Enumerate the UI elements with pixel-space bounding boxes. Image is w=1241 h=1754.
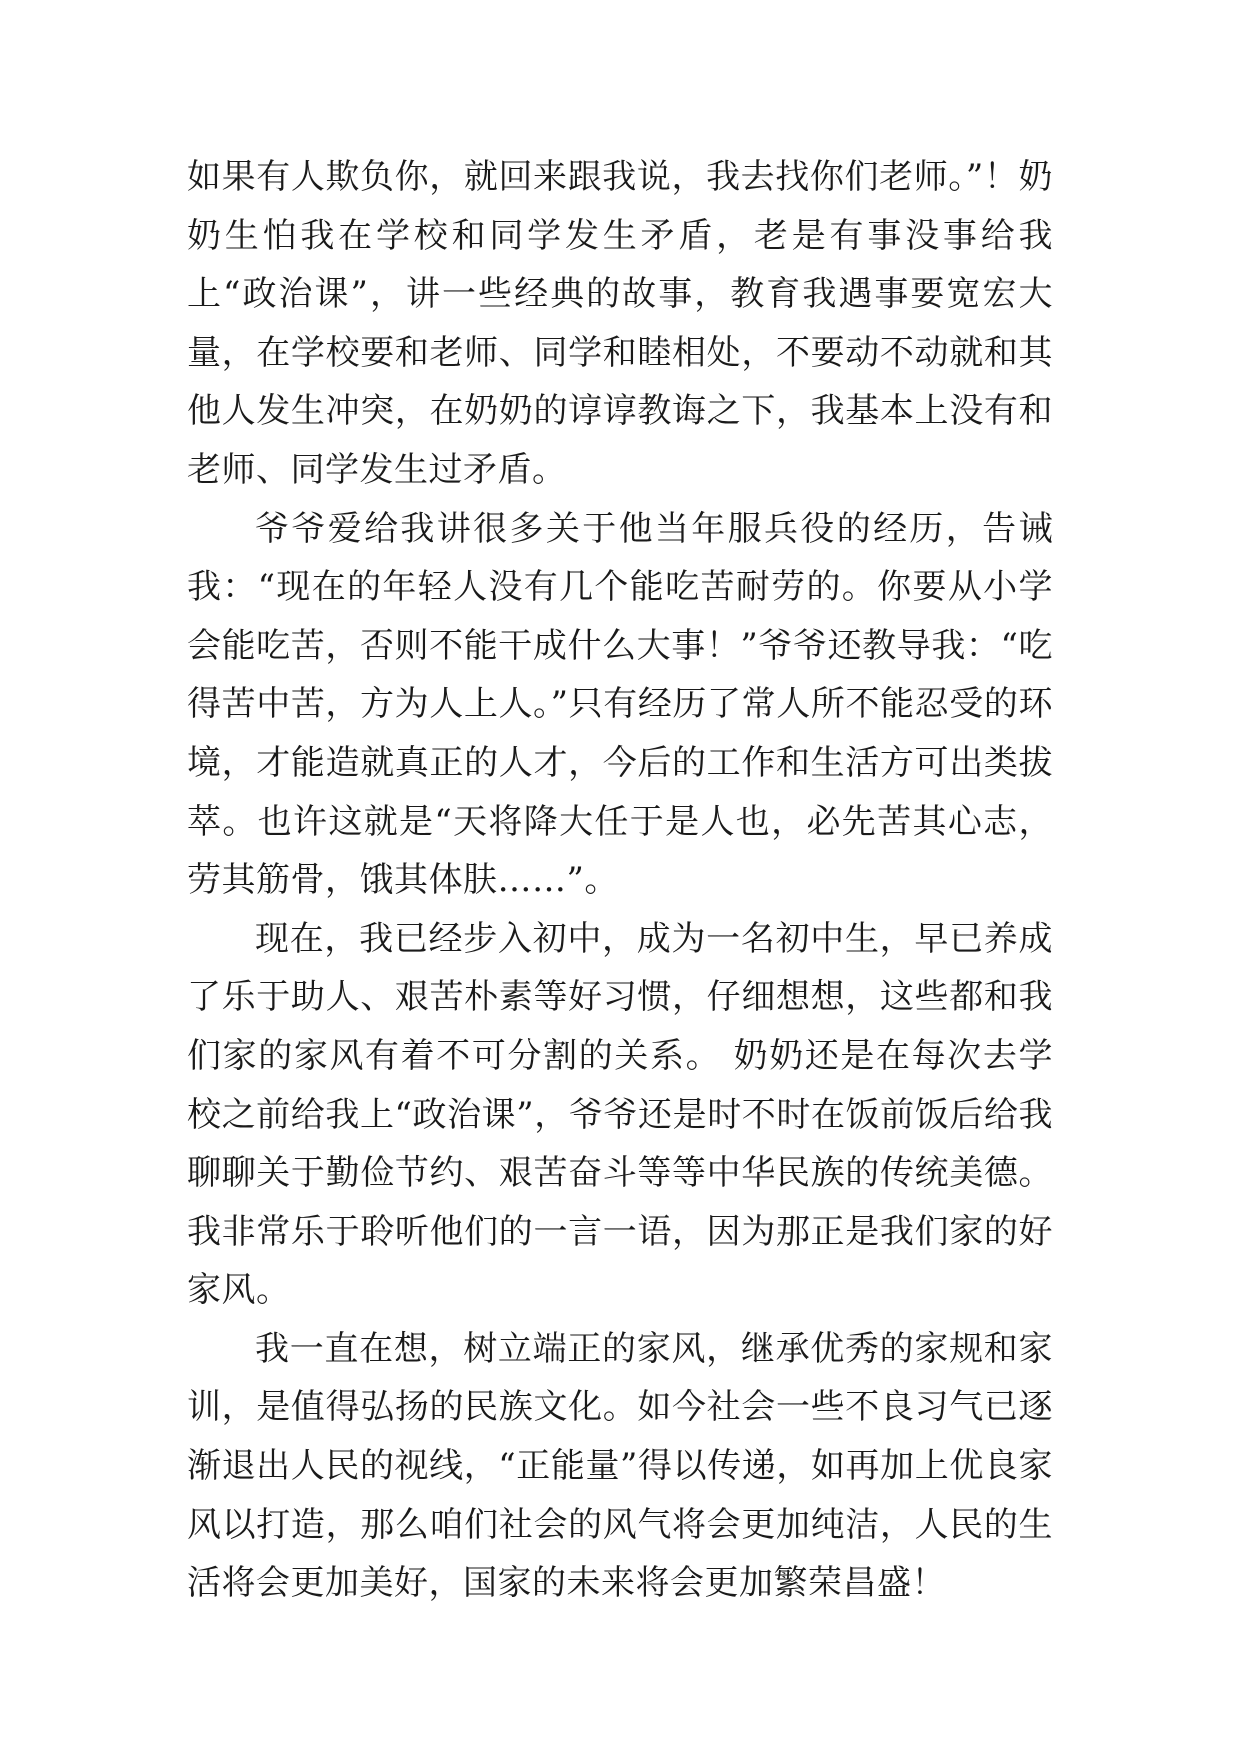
document-body: [187, 148, 1053, 1613]
paragraph-2: 爷爷爱给我讲很多关于他当年服兵役的经历，告诫我：“现在的年轻人没有几个能吃苦耐劳的。你要从小学会能吃苦，否则不能干成什么大事！”爷爷还教导我：“吃得苦中苦，方为人上人。”只有经历了常人所不能忍受的环境，才能造就真正的人才，今后的工作和生活方可出类拔萃。也许这就是“天将降大任于是人也，必先苦其心志，劳其筋骨，饿其体肤……”。: [187, 508, 1053, 901]
paragraph-3: 现在，我已经步入初中，成为一名初中生，早已养成了乐于助人、艰苦朴素等好习惯，仔细想想，这些都和我们家的家风有着不可分割的关系。 奶奶还是在每次去学校之前给我上“政治课”，爷爷还是时不时在饭前饭后给我聊聊关于勤俭节约、艰苦奋斗等等中华民族的传统美德。我非常乐于聆听他们的一言一语，因为那正是我们家的好家风。: [187, 918, 1053, 1311]
paragraph-4: 我一直在想，树立端正的家风，继承优秀的家规和家训，是值得弘扬的民族文化。如今社会一些不良习气已逐渐退出人民的视线，“正能量”得以传递，如再加上优良家风以打造，那么咱们社会的风气将会更加纯洁，人民的生活将会更加美好，国家的未来将会更加繁荣昌盛！: [187, 1328, 1053, 1604]
paragraph-1: 如果有人欺负你，就回来跟我说，我去找你们老师。”！奶奶生怕我在学校和同学发生矛盾，老是有事没事给我上“政治课”，讲一些经典的故事，教育我遇事要宽宏大量，在学校要和老师、同学和睦相处，不要动不动就和其他人发生冲突，在奶奶的谆谆教诲之下，我基本上没有和老师、同学发生过矛盾。: [187, 157, 1053, 490]
